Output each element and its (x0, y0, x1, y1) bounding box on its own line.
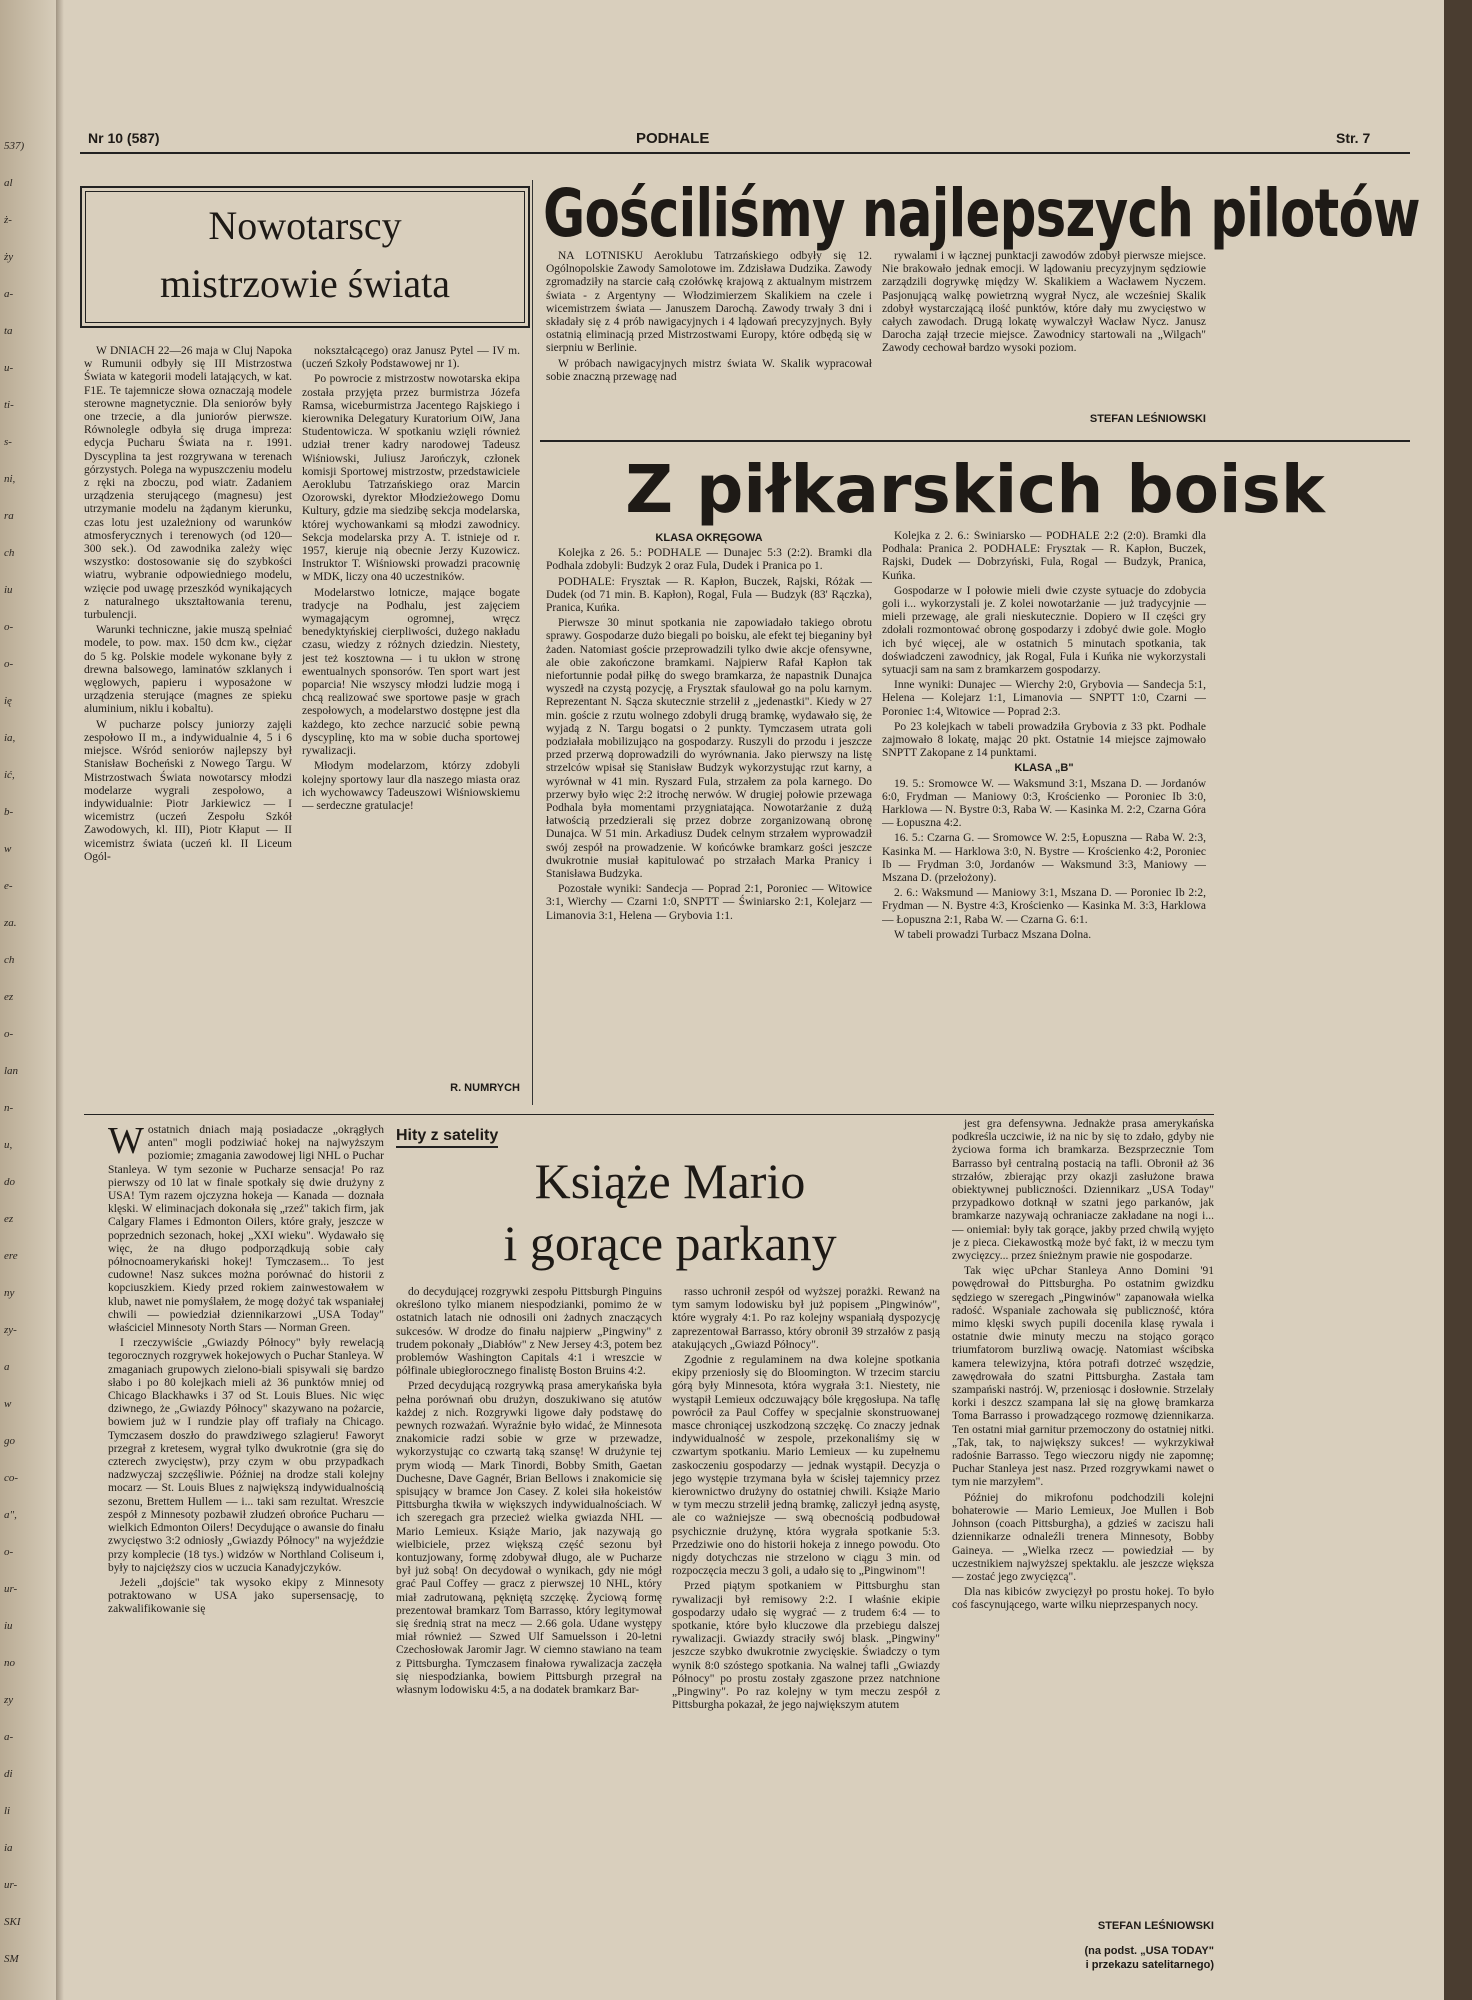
article-column (396, 1286, 662, 1994)
paragraph: Później do mikrofonu podchodzili kolejni bohaterowie — Mario Lemieux, Joe Mullen i Bob Johnson (coach Pittsburgha), a gdzieś w zaciszu hali dziennikarze odnaleźli trenera Minnesoty, Bobby Gaineya. — „Wielka rzecz — powiedział — by uczestnikiem najwyższej spektaklu. ale jeszcze większa — zostać jego zwycięzcą". (952, 1491, 1214, 1583)
margin-fragment: 537) (4, 140, 25, 152)
margin-fragment: a- (4, 1731, 14, 1743)
margin-fragment: ić, (4, 769, 15, 781)
margin-fragment: ur- (4, 1583, 18, 1595)
paragraph: Warunki techniczne, jakie muszą spełniać modele, to pow. max. 150 dcm kw., ciężar do 5 kg. Polskie modele wykonane były z drewna balsowego, laminatów szklanych i węglowych, papieru i wyposażone w urządzenia sterujące (magnes ze spieku aluminium, niklu i kobaltu). (84, 624, 292, 716)
margin-fragment: a- (4, 288, 14, 300)
article-column (302, 345, 520, 1075)
margin-fragment: za. (4, 917, 17, 929)
margin-fragment: iu (4, 584, 13, 596)
paragraph: W tabeli prowadzi Turbacz Mszana Dolna. (894, 928, 1092, 941)
paragraph: W próbach nawigacyjnych mistrz świata W. Skalik wypracował sobie znaczną przewagę nad (546, 357, 872, 383)
paragraph: Pozostałe wyniki: Sandecja — Poprad 2:1, Poroniec — Witowice 3:1, Wierchy — Czarni 1:0, SNPTT — Świniarsko 2:1, Kolejarz — Limanovia 3:1, Helena — Grybovia 1:1. (546, 883, 872, 922)
paragraph: jest gra defensywna. Jednakże prasa amerykańska podkreśla uczciwie, iż na nic by się to zdało, gdyby nie życiowa forma ich bramkarza. Bezsprzecznie Tom Barrasso był centralną postacią na tafli. Obronił aż 36 strzałów, zbierając przy okazji zasłużone brawa obiektywnej publiczności. Dziennikarz „USA Today" przypadkowo dotknął w szatni jego parkanów, jak bramkarze nazywają ochraniacze zakładane na nogi i... — oniemiał: były tak gorące, jakby przed chwilą wyjęto je z pieca. Ciekawostką może być fakt, iż w meczu tym zwycięzcy... przez śnieżnym prawie nie gospodarze. (952, 1118, 1214, 1263)
source-note: i przekazu satelitarnego) (1085, 1959, 1214, 1971)
article-headline: Z piłkarskich boisk (625, 451, 1325, 528)
article-column (108, 1124, 384, 1994)
paragraph: Inne wyniki: Dunajec — Wierchy 2:0, Grybovia — Sandecja 5:1, Helena — Kolejarz 1:1, Limanovia — SNPTT 1:0, Czarni — Poroniec 1:4, Witowice — Poprad 2:3. (882, 679, 1206, 718)
section-rule (540, 440, 1410, 442)
margin-fragment: al (4, 177, 13, 189)
header-rule (80, 152, 1410, 154)
article-column (546, 250, 872, 435)
paragraph: W pucharze polscy juniorzy zajęli zespołowo II m., a indywidualnie 4, 5 i 6 miejsce. Wśród seniorów najlepszy był Stanisław Bocheński z Nowego Targu. W Mistrzostwach Świata nowotarscy młodzi modelarze wygrali zespołowo, a indywidualnie: Piotr Jarkiewicz — I wicemistrz (uczeń Zespołu Szkół Zawodowych, kl. III), Piotr Kłaput — II wicemistrz świata (uczeń kl. II Liceum Ogól- (84, 718, 292, 863)
article-column (672, 1286, 940, 1994)
margin-fragment: ży (4, 251, 14, 263)
margin-fragment: zy (4, 1694, 14, 1706)
author-signature: STEFAN LEŚNIOWSKI (1097, 1920, 1214, 1932)
margin-fragment: SKI (4, 1916, 21, 1928)
margin-fragment: e- (4, 880, 13, 892)
scan-edge (1444, 0, 1472, 2000)
margin-fragment: ż- (4, 214, 12, 226)
paragraph: Młodym modelarzom, którzy zdobyli kolejny sportowy laur dla naszego miasta oraz ich wychowawcy Tadeuszowi Wiśniowskiemu — serdeczne gratulacje! (302, 760, 520, 812)
margin-fragment: ch (4, 547, 15, 559)
paragraph: nokształcącego) oraz Janusz Pytel — IV m. (uczeń Szkoły Podstawowej nr 1). (302, 345, 520, 371)
paragraph: PODHALE: Frysztak — R. Kapłon, Buczek, Rajski, Różak — Dudek (od 71 min. B. Kapłon), Rogal, Fula — Budzyk (83' Rączka), Pranica, Kuńka. (546, 575, 872, 615)
article-column (84, 345, 292, 1095)
margin-fragment: ni, (4, 473, 16, 485)
margin-fragment: w (4, 1398, 12, 1410)
margin-fragment: ię (4, 695, 12, 707)
article-headline: Gościliśmy najlepszych pilotów (543, 175, 1420, 252)
margin-fragment: b- (4, 806, 14, 818)
paragraph: 19. 5.: Sromowce W. — Waksmund 3:1, Mszana D. — Jordanów 6:0, Frydman — Maniowy 0:3, Krościenko — Poroniec Ib 3:0, Harklowa — N. Bystre 0:3, Raba W. — Kasinka M. 2:2, Czarna Góra — Łopuszna 4:2. (882, 777, 1206, 830)
source-note: (na podst. „USA TODAY" (1084, 1945, 1214, 1957)
paragraph: Gospodarze w I połowie mieli dwie czyste sytuacje do zdobycia goli i... wykorzystali je. Z kolei nowotarżanie — już tradycyjnie — mieli przewagę, ale grali nieskutecznie. Dopiero w II części gry zdołali rozmontować obronę gospodarzy i zdobyć dwie gole. Mogło ich być więcej, ale w ostatnich 5 minutach spotkania, tak doświadczeni zawodnicy, jak Rogal, Fula i Kuńka nie wykorzystali sytuacji sam na sam z bramkarzem gospodarzy. (882, 584, 1206, 677)
paragraph: W DNIACH 22—26 maja w Cluj Napoka w Rumunii odbyły się III Mistrzostwa Świata w kategorii modeli latających, w kat. F1E. Te tajemnicze słowa oznaczają modele sterowne magnetycznie. Dla seniorów były one trzecie, a dla juniorów pierwsze. Równolegle odbyła się druga impreza: edycja Pucharu Świata na r. 1991. Dyscyplina ta jest rozgrywana w terenach górzystych. Polega na wypuszczeniu modelu z ręki na zboczu, pod wiatr. Zadaniem urządzenia sterującego (magnesu) jest utrzymanie modelu na żądanym kierunku, czas lotu jest uzależniony od warunków atmosferycznych i terenowych (od 120—300 sek.). Od zawodnika zależy więc wszystko: dostosowanie się do szybkości wiatru, wybranie odpowiedniego modelu, wzięcie pod uwagę przeszkód wynikających z naturalnego ukształtowania terenu, turbulencji. (84, 345, 292, 622)
paragraph: Po 23 kolejkach w tabeli prowadziła Grybovia z 33 pkt. Podhale zajmowało 8 lokatę, mając 20 pkt. Ostatnie 14 miejsce zajmowało SNPTT Zakopane z 14 punktami. (882, 720, 1206, 760)
margin-fragment: o- (4, 621, 14, 633)
article-headline (400, 1150, 940, 1274)
article-column (546, 530, 872, 1090)
paragraph: Jeżeli „dojście" tak wysoko ekipy z Minnesoty potraktowano w USA jako supersensację, to zakwalifikowanie się (108, 1576, 384, 1616)
article-column (882, 530, 1206, 1090)
margin-fragment: zy- (4, 1324, 17, 1336)
margin-fragment: a", (4, 1509, 17, 1521)
section-subhead: KLASA OKRĘGOWA (655, 532, 763, 544)
margin-fragment: ez (4, 991, 14, 1003)
margin-fragment: ti- (4, 399, 14, 411)
margin-fragment: w (4, 843, 12, 855)
article-title-box (80, 186, 530, 328)
paragraph: do decydującej rozgrywki zespołu Pittsburgh Pinguins określono tylko mianem niespodzianki, pomimo że w ostatnich latach nie odnosili oni żadnych znaczących sukcesów. W drodze do finału najpierw „Pingwiny" z trudem pokonały „Diabłów" z New Jersey 4:3, potem bez problemów Washington Capitals 4:1 i wreszcie w półfinale ubiegłorocznego finalistę Boston Bruins 4:2. (396, 1286, 662, 1378)
margin-fragment: ra (4, 510, 14, 522)
page-number: Str. 7 (1336, 130, 1371, 146)
margin-fragment: li (4, 1805, 11, 1817)
margin-fragment: o- (4, 658, 14, 670)
paragraph: Pierwsze 30 minut spotkania nie zapowiadało takiego obrotu sprawy. Gospodarze dużo biegali po boisku, ale efekt tej bieganiny był żaden. Natomiast goście przeprowadzili tylko dwie akcje ofensywne, ale obie zakończone bramkami. Najpierw Rafał Kapłon tak niefortunnie podał piłkę do swego bramkarza, że napastnik Dunajca wyszedł na czystą pozycję, a Frysztak sfaulował go na polu karnym. Reprezentant N. Sącza skutecznie strzelił z „jedenastki". Kiedy w 27 min. goście z rzutu wolnego zdobyli drugą bramkę, wydawało się, że wyjadą z N. Targu bogatsi o 2 punkty. Tymczasem utrata goli podziałała mobilizująco na gospodarzy. Ruszyli do przodu i jeszcze przed przerwą doprowadzili do wyrównania. Jako pierwszy na listę strzelców wpisał się Stanisław Budzyk wykorzystując rzut karny, a wyrównał w 41 min. Ryszard Fula, strzałem za pola karnego. Do przerwy było więc 2:2 itrochę nerwów. W drugiej połowie przewaga Podhala była momentami przygniatająca. Nowotarżanie z dużą łatwością przedzierali się przez dobrze zorganizowaną obronę Dunajca. W 51 min. Arkadiusz Dudek celnym strzałem wyprowadził swój zespół na prowadzenie. W końcówke bramkarz gości jeszcze dwukrotnie musiał kapitulować po strzałach Marka Pranicy i Stanisława Budzyka. (546, 617, 872, 881)
margin-fragment: a (4, 1361, 10, 1373)
issue-number: Nr 10 (587) (88, 130, 160, 146)
section-subhead: KLASA „B" (1014, 762, 1074, 775)
paragraph: Przed piątym spotkaniem w Pittsburghu stan rywalizacji był remisowy 2:2. I właśnie ekipie gospodarzy udało się wygrać — z trudem 6:4 — to spotkanie, które było kluczowe dla przebiegu dalszej rywalizacji. Gwiazdy straciły swój blask. „Pingwiny" jeszcze szybko dwukrotnie zwycięskie. Świadczy o tym wynik 8:0 szóstego spotkania. Na walnej tafli „Gwiazdy Północy" po prostu zostały zgaszone przez natchnione „Pingwiny". Po raz kolejny w tym meczu zespół z Pittsburgha pokazał, że jego największym atutem (672, 1580, 940, 1712)
margin-fragment: ch (4, 954, 15, 966)
section-rule (84, 1114, 1214, 1115)
paragraph: NA LOTNISKU Aeroklubu Tatrzańskiego odbyły się 12. Ogólnopolskie Zawody Samolotowe im. Zdzisława Dudzika. Zawody zgromadziły na starcie całą czołówkę krajową z aktualnym mistrzem świata - z Argentyny — Włodzimierzem Skalikiem na czele i wicemistrzem świata — Januszem Darochą. Zawody trwały 3 dni i składały się z 4 prób nawigacyjnych i 4 lądowań precyzyjnych. Były ostatnią eliminacją przed Mistrzostwami Europy, które odbędą się w sierpniu w Berlinie. (546, 250, 872, 355)
article-title-line: mistrzowie świata (160, 261, 450, 306)
margin-fragment: do (4, 1176, 15, 1188)
article-column (952, 1118, 1214, 1918)
margin-fragment: no (4, 1657, 15, 1669)
article-title-line: i gorące parkany (503, 1215, 837, 1271)
paragraph: rywalami i w łącznej punktacji zawodów zdobył pierwsze miejsce. Nie brakowało jednak emocji. W lądowaniu precyzyjnym sędziowie zarządzili dogrywkę między W. Skalikiem a Wacławem Nyczem. Pasjonującą walkę powietrzną wygrał Nycz, ale wcześniej Skalik zdobył wystarczającą ilość punktów, które dały mu zwycięstwo w całych zawodach. Drugą lokatę wywalczył Wacław Nycz. Janusz Darocha zajął trzecie miejsce. Zawodnicy startowali na „Wilgach" Zawody cechował bardzo wysoki poziom. (882, 250, 1206, 355)
margin-fragment: ia, (4, 732, 16, 744)
margin-fragment: o- (4, 1546, 14, 1558)
paragraph: I rzeczywiście „Gwiazdy Północy" były rewelacją tegorocznych rozgrywek hokejowych o Puchar Stanleya. W zmaganiach grupowych zielono-biali spisywali się bardzo słabo i po 80 kolejkach mieli aż 36 punktów mniej od Chicago Blackhawks i 37 od St. Louis Blues. Nic więc dziwnego, że „Gwiazdy Północy" skazywano na pożarcie, bowiem już w I rundzie play off trafiały na Chicago. Tymczasem doszło do prawdziwego szlagieru! Faworyt przegrał z kretesem, wygrał tylko dwukrotnie (gra się do czterech zwycięstw), przy czym w obu przypadkach nadzwyczaj szczęśliwie. Później na drodze stali kolejny mocarz — St. Louis Blues z największą indywidualnością sezonu, Brettem Hullem — i... taki sam rezultat. Wreszcie zespół z Minnesoty pozbawił złudzeń obrońce Pucharu — wielkich Edmonton Oilers! Decydujące o awansie do finału zwycięstwo 3:2 odniosły „Gwiazdy Północy" na wyjeździe przy komplecie (18 tys.) widzów w Northland Coliseum i, były to najcięższy cios w uczucia Kanadyjczyków. (108, 1337, 384, 1574)
margin-fragment: u- (4, 362, 14, 374)
margin-fragment: SM (4, 1953, 19, 1965)
margin-fragment: s- (4, 436, 12, 448)
paragraph: ostatnich dniach mają posiadacze „okrągłych anten" mogli podziwiać hokej na najwyższym poziomie; zmagania zawodowej ligi NHL o Puchar Stanleya. W tym sezonie w Pucharze sensacja! Po raz pierwszy od 10 lat w finale spotkały się dwie drużyny z USA! Tym razem ojczyzna hokeja — Kanada — doznała klęski. W eliminacjach dokonała się „rzeź" takich firm, jak Calgary Flames i Edmonton Oilers, które grały, jeszcze w poprzednich sezonach, hokej „XXI wieku". Wydawało się więc, że na długo podporządkują sobie cały północnoamerykański hokej! Tymczasem... To jest cudowne! Nasz sukces można porównać do historii z kopciuszkiem. Kiedy przed rokiem zainwestowałem w klub, nawet nie pomyślałem, że mogę dożyć tak wspaniałej chwili — powiedział dziennikarzowi „USA Today" właściciel Minnesoty North Stars — Norman Green. (108, 1124, 384, 1335)
paragraph: 16. 5.: Czarna G. — Sromowce W. 2:5, Łopuszna — Raba W. 2:3, Kasinka M. — Harklowa 3:0, N. Bystre — Krościenko 4:2, Poroniec Ib — Frydman 3:0, Jordanów — Waksmund 3:3, Maniowy — Mszana D. (przełożony). (882, 832, 1206, 885)
column-kicker: Hity z satelity (396, 1127, 498, 1148)
margin-fragment: ere (4, 1250, 18, 1262)
margin-fragment: n- (4, 1102, 14, 1114)
paragraph: Tak więc uPchar Stanleya Anno Domini '91 powędrował do Pittsburgha. Po ostatnim gwizdku sędziego w szeregach „Pingwinów" zapanowała wielka radość. Wspaniale zachowała się publiczność, która mimo klęski swych pupili docenila klasę rywala i ostatnie dwie minuty meczu na stojąco gorąco triumfatorom burzliwą owację. Natomiast wścibska kamera telewizyjna, która potrafi dotrzeć wszędzie, zawędrowała do szatni Pittsburgha. Zastała tam szampański nastrój. W, przeniosąc i dosłownie. Strzelały korki i deszcz szampana lał się na głowę bramkarza Toma Barrasso i prowadzącego rozmowę dziennikarza. Ten ostatni miał garnitur przemoczony do ostatniej nitki. „Tak, tak, to największy sukces! — wykrzykiwał radośnie Barrasso. Tego wieczoru nigdy nie zapomnę; Puchar Stanleya jest nasz. Przed rozgrywkami nawet o tym nie marzyłem". (952, 1265, 1214, 1489)
paragraph: Przed decydującą rozgrywką prasa amerykańska była pełna porównań obu drużyn, doszukiwano się atutów każdej z nich. Rozgrywki ligowe dały podstawę do pewnych rozważań. Wyraźnie było widać, że Minnesota znakomicie radzi sobie w grze w przewadze, wykorzystując co czwartą taką szansę! W drużynie tej prym wiodą — Mark Tinordi, Bobby Smith, Gaetan Duchesne, Dave Gagnér, Brian Bellows i znakomicie się spisujący w bramce Jon Casey. Z kolei siła hokeistów Pittsburgha tkwiła w większych indywidualnościach. W ich szeregach gra przecież wielka gwiazda NHL — Mario Lemieux. Książe Mario, jak nazywają go wielbiciele, przez większą część sezonu był kontuzjowany, formę zdobywał długo, ale w Pucharze był już sobą! On decydował o wynikach, gdy nie mógł grać Paul Coffey — gracz z pierwszej 10 NHL, który miał zadrutowaną, pękniętą szczękę. Życiową formę prezentował bramkarz Tom Barrasso, który legitymował się średnią strat na mecz — 2.66 gola. Udane występy miał również — Szwed Ulf Samuelsson i 20-letni Czechosłowak Jaromir Jagr. W ciemno stawiano na team z Pittsburgha. Tymczasem finałowa rywalizacja zaczęła się niespodzianka, bowiem Pittsburgh przegrał na własnym lodowisku 4:5, a na dodatek bramkarz Bar- (396, 1380, 662, 1697)
article-title-line: Nowotarscy (208, 203, 402, 248)
margin-fragment: co- (4, 1472, 19, 1484)
paragraph: Zgodnie z regulaminem na dwa kolejne spotkania ekipy przeniosły się do Bloomington. W trzecim starciu górą były Minnesota, która wygrała 3:1. Niestety, nie wystąpił Lemieux odczuwający bóle kręgosłupa. Na taflę powrócił za Paul Coffey w specjalnie skonstruowanej masce chroniącej uszkodzoną szczękę. Co znaczy jednak indywidualność w zespole, przekonaliśmy się w czwartym spotkaniu. Mario Lemieux — ku zupełnemu zaskoczeniu gospodarzy — jednak wystąpił. Decyzja o jego występie trzymana była w ścisłej tajemnicy przez kierownictwo drużyny do ostatniej chwili. Książe Mario w tym meczu strzelił jedną bramkę, zaliczył jedną asystę, ale co ważniejsze — swą obecnością podbudował psychicznie drużynę, która wygrała spotkanie 5:3. Przedziwie ono do historii hokeja z innego powodu. Oto nigdy dotychczas nie strzelono w ciągu 3 min. od rozpoczęcia meczu 3 goli, a udało się to „Pingwinom"! (672, 1354, 940, 1578)
author-signature: STEFAN LEŚNIOWSKI (1089, 413, 1206, 425)
margin-fragment: ia (4, 1842, 13, 1854)
paragraph: Dla nas kibiców zwycięzył po prostu hokej. To było coś fascynującego, warte wilku nieprzespanych nocy. (952, 1586, 1214, 1612)
margin-fragment: u, (4, 1139, 13, 1151)
margin-fragment: ta (4, 325, 13, 337)
paragraph: Modelarstwo lotnicze, mające bogate tradycje na Podhalu, jest zajęciem wymagającym ogromnej, wręcz benedyktyńskiej cierpliwości, dużego nakładu czasu, wiedzy z różnych dziedzin. Niestety, jest też kosztowna — i tu ukłon w stronę ewentualnych sponsorów. Ten sport wart jest poparcia! Nie wszyscy młodzi ludzie mogą i chcą realizować swe sportowe pasje w grach zespołowych, a modelarstwo dostępne jest dla każdego, kto zechce narzucić sobie pewną dyscyplinę, kto ma w sobie ducha sportowej rywalizacji. (302, 586, 520, 758)
margin-fragment: ur- (4, 1879, 18, 1891)
newspaper-name: PODHALE (636, 130, 710, 147)
paragraph: 2. 6.: Waksmund — Maniowy 3:1, Mszana D. — Poroniec Ib 2:2, Frydman — N. Bystre 4:3, Krościenko — Kasinka M. 3:3, Harklowa — Łopuszna 2:1, Raba W. — Czarna G. 6:1. (882, 887, 1206, 926)
margin-fragment: go (4, 1435, 15, 1447)
margin-fragment: ny (4, 1287, 15, 1299)
author-signature: R. NUMRYCH (450, 1082, 520, 1094)
margin-fragment: di (4, 1768, 13, 1780)
margin-fragment: iu (4, 1620, 13, 1632)
page-fold-shadow (56, 0, 64, 2000)
margin-fragment: ez (4, 1213, 14, 1225)
drop-cap: W (108, 1124, 144, 1162)
paragraph: Kolejka z 26. 5.: PODHALE — Dunajec 5:3 (2:2). Bramki dla Podhala zdobyli: Budzyk 2 oraz Fula, Dudek i Pranica po 1. (546, 547, 872, 573)
paragraph: Kolejka z 2. 6.: Świniarsko — PODHALE 2:2 (2:0). Bramki dla Podhala: Pranica 2. PODHALE: Frysztak — R. Kapłon, Buczek, Rajski, Dudek — Dobrzyński, Fula, Rogal — Budzyk, Pranica, Kuńka. (882, 530, 1206, 582)
article-title-line: Książe Mario (534, 1153, 806, 1209)
paragraph: rasso uchronił zespół od wyższej porażki. Rewanż na tym samym lodowisku był już popisem „Pingwinów", które wygrały 4:1. Po raz kolejny wspaniałą dyspozycję zaprezentował Barrasso, który obronił 39 strzałów z pasją atakujących „Gwiazd Północy". (672, 1286, 940, 1351)
article-column (882, 250, 1206, 410)
margin-fragment: o- (4, 1028, 14, 1040)
column-rule (532, 180, 533, 1105)
margin-fragment: lan (4, 1065, 19, 1077)
paragraph: Po powrocie z mistrzostw nowotarska ekipa została przyjęta przez burmistrza Józefa Ramsa, wiceburmistrza Jacentego Rajskiego i kierownika Delegatury Kuratorium OiW, Jana Studentowicza. W spotkaniu wzięli również udział trener kadry narodowej Tadeusz Wiśniowski, Juliusz Jarończyk, członek komisji Sportowej mistrzostw, przedstawiciele Aeroklubu Tatrzańskiego oraz Marcin Ozorowski, dyrektor Młodzieżowego Domu Kultury, gdzie ma siedzibę sekcja modelarska, której wychowankami są młodzi zawodnicy. Sekcja modelarska przy A. T. istnieje od r. 1957, kieruje nią obecnie Jerzy Kuzowicz. Instruktor T. Wiśniowski prowadzi pracownię w MDK, liczy ona 40 uczestników. (302, 373, 520, 584)
